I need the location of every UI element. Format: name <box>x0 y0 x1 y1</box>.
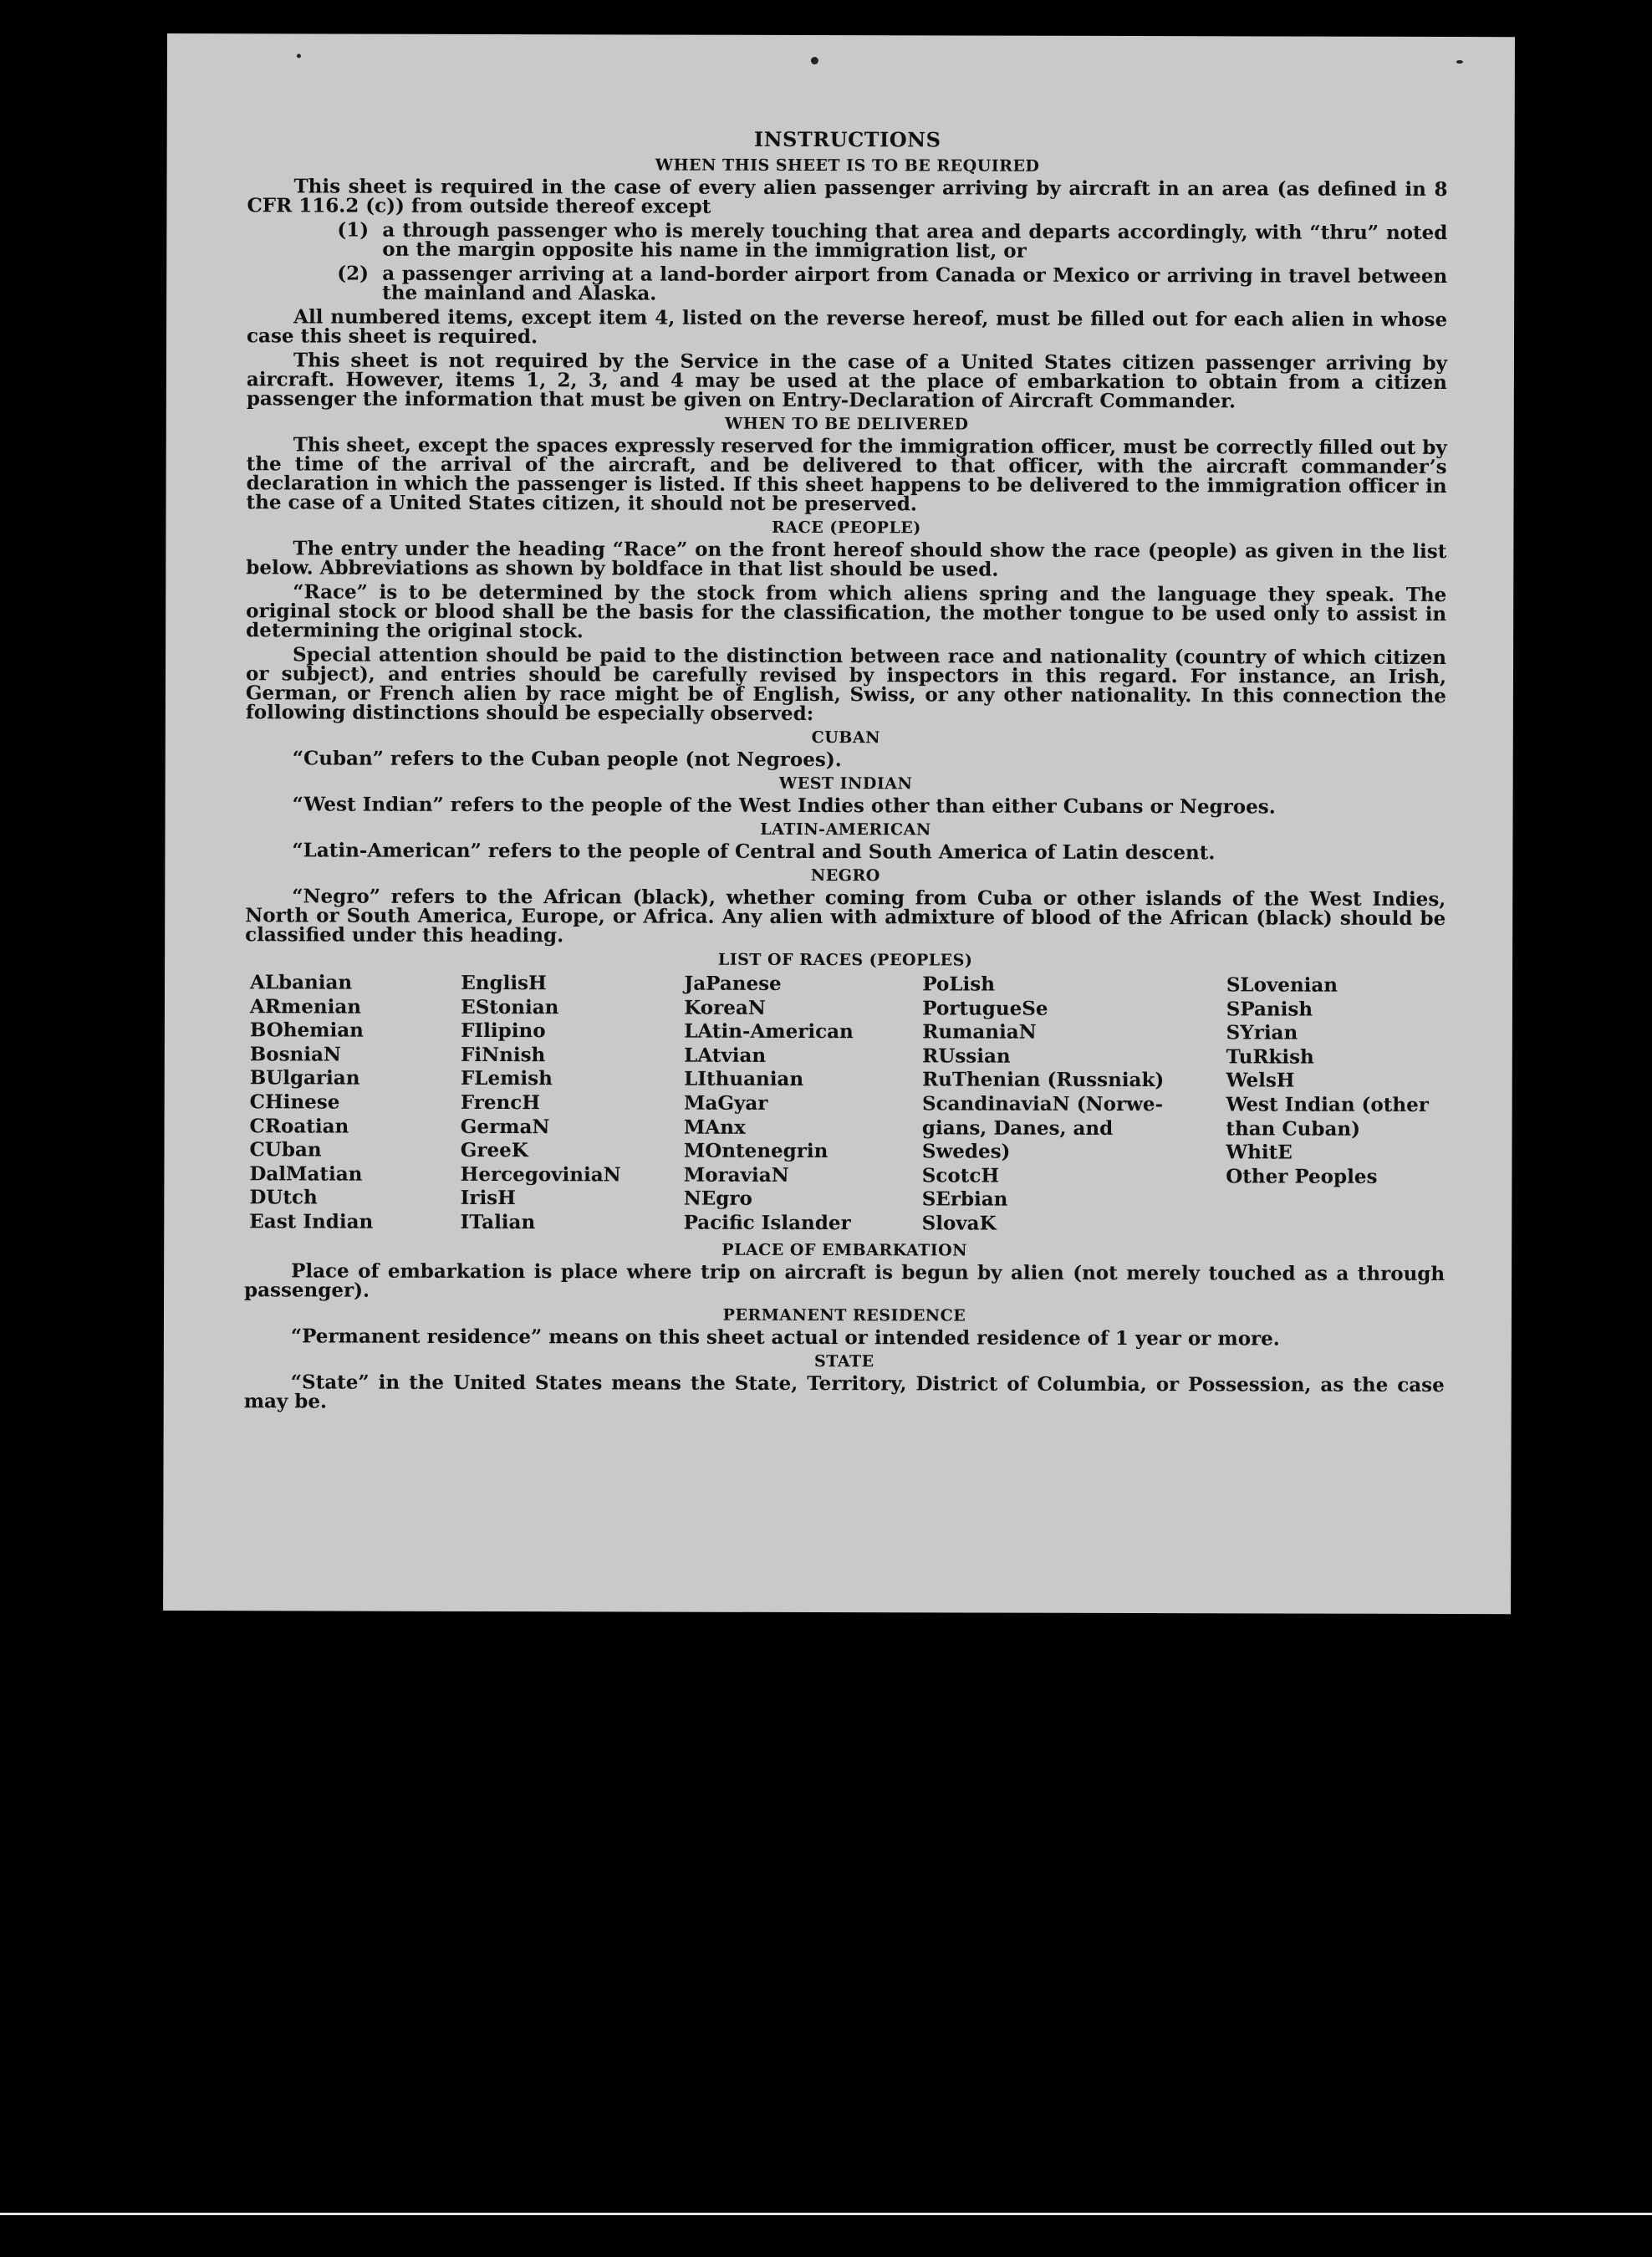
punch-mark <box>297 54 301 58</box>
paragraph: “Race” is to be determined by the stock from which aliens spring and the language they speak. The original stock or blood shall be the basis for the classification, the mother tongue to be used only to assist in determining the original stock. <box>246 580 1447 643</box>
paragraph: Place of embarkation is place where trip on aircraft is begun by alien (not merely touched as a through passenger). <box>244 1259 1446 1302</box>
paragraph: “Negro” refers to the African (black), whether coming from Cuba or other islands of the West Indies, North or South America, Europe, or Africa. Any alien with admixture of blood of the African (black) should be classified under this heading. <box>245 885 1446 947</box>
race-entry: EnglisH <box>461 971 547 995</box>
heading-permanent-residence: PERMANENT RESIDENCE <box>722 1305 966 1325</box>
races-column <box>1226 973 1446 1237</box>
race-entry: TuRkish <box>1226 1045 1314 1069</box>
race-entry: MAnx <box>683 1116 746 1139</box>
race-entry: FiNnish <box>461 1043 546 1066</box>
list-item <box>337 264 1447 305</box>
race-entry: MaGyar <box>683 1091 768 1115</box>
paragraph: “Cuban” refers to the Cuban people (not Negroes). <box>292 747 842 772</box>
race-entry: BosniaN <box>249 1043 341 1066</box>
race-entry: DalMatian <box>249 1162 363 1186</box>
heading-list-of-races: LIST OF RACES (PEOPLES) <box>717 950 973 970</box>
race-entry: SlovaK <box>921 1212 997 1235</box>
race-entry: PoLish <box>922 973 996 996</box>
race-entry: ALbanian <box>249 971 353 994</box>
item-number: (1) <box>337 218 370 242</box>
paragraph: The entry under the heading “Race” on the front hereof should show the race (people) as given in the list below. Abbreviations as shown by boldface in that list should be used. <box>246 537 1447 581</box>
race-entry: CRoatian <box>249 1114 349 1138</box>
race-entry: NEgro <box>683 1187 752 1211</box>
race-entry: JaPanese <box>684 972 782 995</box>
list-item <box>337 218 1448 263</box>
race-entry: Pacific Islander <box>683 1211 851 1235</box>
heading-cuban: CUBAN <box>811 728 880 748</box>
race-entry: BOhemian <box>249 1019 364 1042</box>
race-entry: FIlipino <box>461 1019 546 1043</box>
race-entry: RUssian <box>922 1044 1011 1068</box>
races-column <box>460 972 684 1235</box>
race-entry: IrisH <box>460 1187 516 1210</box>
race-entry: KoreaN <box>684 996 766 1019</box>
races-column <box>684 973 923 1236</box>
race-entry: FLemish <box>460 1067 553 1090</box>
heading-state: STATE <box>813 1351 874 1371</box>
race-entry: ITalian <box>460 1210 536 1234</box>
item-text: a passenger arriving at a land-border airport from Canada or Mexico or arriving in travel between the mainland and Alaska. <box>382 262 1448 305</box>
race-entry: EStonian <box>461 995 559 1019</box>
race-entry: WhitE <box>1226 1141 1293 1164</box>
race-entry: WelsH <box>1226 1069 1295 1092</box>
heading-when-delivered: WHEN TO BE DELIVERED <box>725 414 969 434</box>
paragraph: “State” in the United States means the State, Territory, District of Columbia, or Possession, as the case may be. <box>243 1370 1445 1413</box>
race-entry: CUban <box>249 1138 322 1162</box>
paragraph: This sheet is required in the case of every alien passenger arriving by aircraft in an area (as defined in 8 CFR 116.2 (c)) from outside thereof except <box>247 175 1448 218</box>
race-entry: RumaniaN <box>922 1020 1037 1044</box>
race-entry: East Indian <box>249 1210 374 1233</box>
paragraph: “West Indian” refers to the people of the West Indies other than either Cubans or Negroes. <box>292 793 1276 819</box>
item-text: a through passenger who is merely touching that area and departs accordingly, with “thru” noted on the margin opposite his name in the immigration list, or <box>382 218 1448 263</box>
heading-place-of-embarkation: PLACE OF EMBARKATION <box>721 1240 968 1260</box>
paragraph: Special attention should be paid to the distinction between race and nationality (country of which citizen or subject), and entries should be carefully revised by inspectors in this regard. For instance, an Irish, German, or French alien by race might be of English, Swiss, or any other nationality. In this connection the following distinctions should be especially observed: <box>245 643 1447 726</box>
race-entry: DUtch <box>249 1186 318 1209</box>
race-entry: SPanish <box>1226 997 1313 1021</box>
race-entry: SLovenian <box>1226 973 1338 997</box>
paragraph: This sheet is not required by the Service in the case of a United States citizen passenger arriving by aircraft. However, items 1, 2, 3, and 4 may be used at the place of embarkation to obtain from a citizen passenger the information that must be given on Entry-Declaration of Aircraft Commander. <box>246 349 1448 413</box>
race-entry: HercegoviniaN <box>460 1162 621 1187</box>
paragraph: This sheet, except the spaces expressly reserved for the immigration officer, must be correctly filled out by the time of the arrival of the aircraft, and be delivered to that officer, with the aircraft commander’s declaration in which the passenger is listed. If this sheet happens to be delivered to the immigration officer in the case of a United States citizen, it should not be preserved. <box>246 433 1447 516</box>
race-entry: LIthuanian <box>684 1067 804 1091</box>
race-entry: ARmenian <box>249 994 362 1019</box>
punch-mark <box>811 57 818 64</box>
heading-when-required: WHEN THIS SHEET IS TO BE REQUIRED <box>655 156 1040 176</box>
race-entry: Swedes) <box>921 1140 1011 1163</box>
heading-negro: NEGRO <box>810 866 880 886</box>
scanner-edge-line <box>0 2213 1652 2215</box>
race-entry: RuThenian (Russniak) <box>922 1068 1165 1092</box>
paragraph: “Permanent residence” means on this sheet actual or intended residence of 1 year or more. <box>290 1324 1280 1351</box>
race-entry: GermaN <box>460 1115 550 1138</box>
heading-west-indian: WEST INDIAN <box>778 774 913 794</box>
race-entry: GreeK <box>460 1139 528 1162</box>
document-page <box>163 33 1515 1614</box>
item-number: (2) <box>337 262 370 285</box>
race-entry: CHinese <box>249 1090 340 1114</box>
race-entry: Other Peoples <box>1226 1165 1378 1188</box>
heading-race: RACE (PEOPLE) <box>772 518 921 538</box>
race-entry: West Indian (other <box>1226 1093 1429 1116</box>
race-entry: PortugueSe <box>922 996 1048 1020</box>
race-entry: than Cuban) <box>1226 1116 1361 1141</box>
race-entry: BUlgarian <box>249 1066 360 1090</box>
race-entry: LAtin-American <box>684 1019 854 1044</box>
page-title: INSTRUCTIONS <box>753 126 941 152</box>
race-entry: ScotcH <box>921 1164 1000 1187</box>
race-entry: SErbian <box>921 1187 1008 1211</box>
race-entry: gians, Danes, and <box>921 1116 1114 1140</box>
race-entry: SYrian <box>1226 1021 1298 1044</box>
race-entry: FrencH <box>460 1090 541 1115</box>
heading-latin-american: LATIN-AMERICAN <box>760 820 931 840</box>
races-table <box>249 971 1446 1237</box>
race-entry: MOntenegrin <box>683 1139 829 1163</box>
paragraph: “Latin-American” refers to the people of Central and South America of Latin descent. <box>292 839 1216 865</box>
punch-mark <box>1456 60 1463 64</box>
races-column <box>922 973 1226 1236</box>
race-entry: LAtvian <box>684 1044 767 1067</box>
race-entry: MoraviaN <box>683 1163 789 1187</box>
paragraph: All numbered items, except item 4, listed on the reverse hereof, must be filled out for each alien in whose case this sheet is required. <box>247 305 1448 349</box>
races-column <box>249 971 461 1234</box>
race-entry: ScandinaviaN (Norwe- <box>921 1092 1164 1116</box>
